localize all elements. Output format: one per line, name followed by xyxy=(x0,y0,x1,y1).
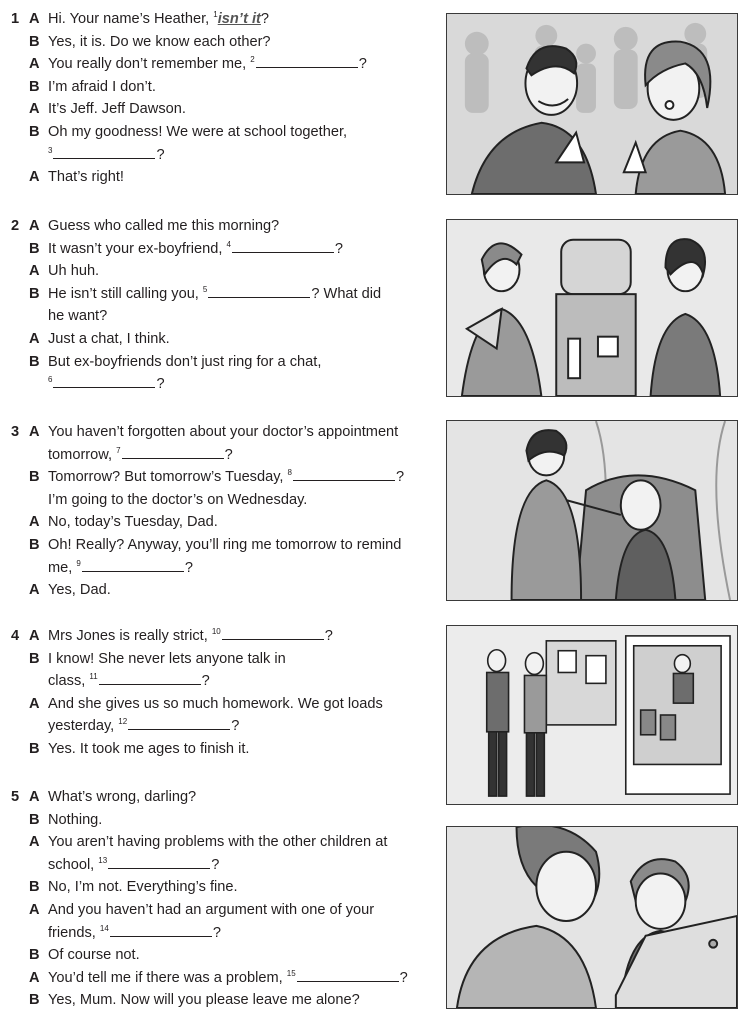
speaker-label: A xyxy=(29,218,40,234)
answer-blank[interactable] xyxy=(110,924,212,937)
line-text: No, I’m not. Everything’s fine. xyxy=(48,879,238,896)
dialogue-line xyxy=(0,899,440,922)
dialogue-text xyxy=(48,53,367,76)
dialogue-text xyxy=(48,809,102,832)
dialogue-line xyxy=(0,260,440,283)
speaker-label: B xyxy=(29,33,40,50)
dialogue-line xyxy=(0,922,440,945)
dialogue-text xyxy=(48,944,140,967)
dialogue-text xyxy=(48,421,398,444)
answer-blank[interactable] xyxy=(293,468,395,481)
dialogue-text xyxy=(48,166,124,189)
speaker-label: A xyxy=(29,789,40,805)
line-text-end: ? What did xyxy=(311,285,382,302)
gap-number: 8 xyxy=(287,468,292,478)
school-corridor-drawing xyxy=(447,626,737,804)
gap-number: 14 xyxy=(99,923,109,933)
gap-number: 10 xyxy=(211,627,221,636)
speaker-label: B xyxy=(29,947,40,964)
line-text-end: ? xyxy=(396,469,405,486)
dialogue-line xyxy=(0,670,440,693)
dialogue-text xyxy=(48,328,170,351)
dialogue-text xyxy=(48,444,233,467)
speaker-label: B xyxy=(29,469,40,486)
gap-number: 11 xyxy=(89,672,98,682)
line-text-end: ? xyxy=(358,56,367,73)
gap-number: 7 xyxy=(116,445,121,455)
line-text: Yes, it is. Do we know each other? xyxy=(48,33,271,50)
dialogue-line xyxy=(0,579,440,602)
gap-number: 3 xyxy=(48,145,53,155)
dialogue-text xyxy=(48,648,286,671)
speaker-label: B xyxy=(29,879,40,896)
line-text: me, xyxy=(48,559,77,576)
speaker-label: B xyxy=(29,240,40,257)
dialogue-text xyxy=(48,98,186,121)
dialogue-text xyxy=(48,557,193,580)
dialogue-line xyxy=(0,831,440,854)
line-text: Mrs Jones is really strict, xyxy=(48,628,212,644)
line-text: You haven’t forgotten about your doctor’s appointment xyxy=(48,424,399,440)
dialogue-line xyxy=(0,283,440,306)
dialogue-line xyxy=(0,809,440,832)
exercise-2 xyxy=(0,215,440,396)
dialogue-text xyxy=(48,625,333,648)
illustration-water-cooler xyxy=(446,219,738,397)
dialogue-line xyxy=(0,944,440,967)
dialogue-text xyxy=(48,144,165,167)
armchair-drawing xyxy=(447,421,737,600)
line-text: No, today’s Tuesday, Dad. xyxy=(48,514,218,531)
exercise-number: 4 xyxy=(11,628,20,644)
illustration-school-corridor xyxy=(446,625,738,805)
dialogue-text xyxy=(48,579,111,602)
line-text: Nothing. xyxy=(48,811,103,828)
line-text-end: ? xyxy=(231,718,240,735)
line-text: I know! She never lets anyone talk in xyxy=(48,650,286,667)
line-text: It’s Jeff. Jeff Dawson. xyxy=(48,101,186,118)
party-drawing xyxy=(447,14,737,194)
line-text: Yes. It took me ages to finish it. xyxy=(48,740,250,757)
illustration-laptop xyxy=(446,826,738,1009)
dialogue-line xyxy=(0,144,440,167)
gap-number: 15 xyxy=(286,968,296,978)
dialogue-line xyxy=(0,967,440,990)
speaker-label: B xyxy=(29,285,40,302)
dialogue-line xyxy=(0,166,440,189)
dialogue-line xyxy=(0,466,440,489)
exercise-number: 1 xyxy=(11,11,20,27)
dialogue-line xyxy=(0,625,440,648)
answer-blank[interactable] xyxy=(256,55,358,68)
gap-number: 2 xyxy=(250,55,255,65)
line-text: he want? xyxy=(48,308,108,325)
answer-blank[interactable] xyxy=(208,285,310,298)
line-text: Guess who called me this morning? xyxy=(48,218,280,234)
line-text: You’d tell me if there was a problem, xyxy=(48,969,287,986)
speaker-label: A xyxy=(29,263,40,280)
line-text: What’s wrong, darling? xyxy=(48,789,197,805)
speaker-label: B xyxy=(29,123,40,140)
speaker-label: A xyxy=(29,56,40,73)
dialogue-text xyxy=(48,76,156,99)
speaker-label: A xyxy=(29,101,40,118)
line-text: That’s right! xyxy=(48,169,124,186)
exercise-1 xyxy=(0,8,440,189)
dialogue-line xyxy=(0,534,440,557)
line-text: You really don’t remember me, xyxy=(48,56,251,73)
line-text: Yes, Dad. xyxy=(48,582,111,599)
dialogue-text xyxy=(48,351,321,374)
dialogue-text xyxy=(48,899,374,922)
gap-number: 12 xyxy=(118,717,128,727)
line-text-end: ? xyxy=(156,376,165,393)
speaker-label: B xyxy=(29,536,40,553)
dialogue-line xyxy=(0,693,440,716)
dialogue-line xyxy=(0,53,440,76)
gap-number: 6 xyxy=(48,375,53,385)
line-text: It wasn’t your ex-boyfriend, xyxy=(48,240,227,257)
speaker-label: A xyxy=(29,330,40,347)
dialogue-line xyxy=(0,31,440,54)
dialogue-text xyxy=(48,466,404,489)
dialogue-text xyxy=(48,511,218,534)
speaker-label: A xyxy=(29,901,40,918)
dialogue-line xyxy=(0,215,440,238)
dialogue-line xyxy=(0,489,440,512)
dialogue-line xyxy=(0,738,440,761)
dialogue-line xyxy=(0,876,440,899)
line-text: Oh my goodness! We were at school together, xyxy=(48,123,348,140)
speaker-label: A xyxy=(29,424,40,440)
dialogue-text xyxy=(48,670,210,693)
line-text-end: ? xyxy=(260,11,270,27)
line-text-end: ? xyxy=(211,856,220,873)
dialogue-line xyxy=(0,648,440,671)
line-text: yesterday, xyxy=(48,718,119,735)
speaker-label: A xyxy=(29,582,40,599)
speaker-label: A xyxy=(29,11,40,27)
dialogue-text xyxy=(48,693,383,716)
gap-number: 1 xyxy=(213,10,218,19)
exercise-3 xyxy=(0,421,440,602)
speaker-label: B xyxy=(29,650,40,667)
answer-blank[interactable] xyxy=(297,969,399,982)
exercise-number: 5 xyxy=(11,789,20,805)
answer-blank[interactable] xyxy=(122,446,224,459)
speaker-label: B xyxy=(29,740,40,757)
dialogue-text xyxy=(48,215,279,238)
dialogue-line xyxy=(0,8,440,31)
gap-number: 9 xyxy=(76,558,81,568)
speaker-label: A xyxy=(29,834,40,851)
answer-blank[interactable] xyxy=(108,856,210,869)
line-text-end: ? xyxy=(212,924,221,941)
dialogue-text xyxy=(48,831,387,854)
line-text-end: ? xyxy=(399,969,408,986)
line-text-end: ? xyxy=(184,559,193,576)
dialogue-text xyxy=(48,715,239,738)
dialogue-text xyxy=(48,373,165,396)
dialogue-line xyxy=(0,786,440,809)
line-text: friends, xyxy=(48,924,100,941)
dialogue-line xyxy=(0,854,440,877)
exercise-number: 3 xyxy=(11,424,20,440)
gap-number: 13 xyxy=(98,855,108,865)
line-text: Tomorrow? But tomorrow’s Tuesday, xyxy=(48,469,288,486)
dialogue-line xyxy=(0,351,440,374)
dialogue-line xyxy=(0,557,440,580)
illustration-party xyxy=(446,13,738,195)
dialogue-text xyxy=(48,534,401,557)
line-text-end: ? xyxy=(334,240,344,257)
answer-blank[interactable] xyxy=(53,375,155,388)
dialogue-text xyxy=(48,738,249,761)
answer-blank[interactable] xyxy=(99,672,201,685)
dialogue-text xyxy=(48,989,360,1012)
water-cooler-drawing xyxy=(447,220,737,396)
line-text: school, xyxy=(48,856,99,873)
dialogue-text xyxy=(48,854,219,877)
line-text: Of course not. xyxy=(48,947,140,964)
line-text: Just a chat, I think. xyxy=(48,330,170,347)
speaker-label: B xyxy=(29,992,40,1009)
line-text: tomorrow, xyxy=(48,446,117,463)
speaker-label: A xyxy=(29,169,40,186)
dialogue-text xyxy=(48,283,381,306)
line-text: I’m going to the doctor’s on Wednesday. xyxy=(48,491,308,508)
dialogue-line xyxy=(0,715,440,738)
dialogue-line xyxy=(0,76,440,99)
answer-blank[interactable] xyxy=(53,146,155,159)
exercise-number: 2 xyxy=(11,218,20,234)
dialogue-text xyxy=(48,786,196,809)
dialogue-text xyxy=(48,922,221,945)
answer-blank[interactable] xyxy=(222,627,324,640)
line-text: But ex-boyfriends don’t just ring for a chat, xyxy=(48,353,322,370)
dialogue-line xyxy=(0,989,440,1012)
dialogue-line xyxy=(0,328,440,351)
gap-number: 4 xyxy=(226,239,231,249)
dialogue-text xyxy=(48,8,269,31)
exercise-4 xyxy=(0,625,440,761)
line-text: Yes, Mum. Now will you please leave me alone? xyxy=(48,992,360,1009)
answer-blank[interactable] xyxy=(82,559,184,572)
line-text-end: ? xyxy=(224,446,233,463)
line-text: class, xyxy=(48,673,90,690)
line-text: Oh! Really? Anyway, you’ll ring me tomorrow to remind xyxy=(48,536,402,553)
speaker-label: A xyxy=(29,695,40,712)
dialogue-text xyxy=(48,876,238,899)
dialogue-line xyxy=(0,421,440,444)
dialogue-line xyxy=(0,511,440,534)
answer-blank[interactable] xyxy=(128,717,230,730)
line-text: Hi. Your name’s Heather, xyxy=(48,11,214,27)
illustration-armchair xyxy=(446,420,738,601)
speaker-label: A xyxy=(29,514,40,531)
speaker-label: A xyxy=(29,628,40,644)
gap-number: 5 xyxy=(202,284,208,294)
line-text: Uh huh. xyxy=(48,263,100,280)
dialogue-line xyxy=(0,121,440,144)
speaker-label: B xyxy=(29,353,40,370)
dialogue-text xyxy=(48,31,271,54)
dialogue-line xyxy=(0,305,440,328)
line-text-end: ? xyxy=(324,628,333,644)
example-answer: isn’t it xyxy=(217,11,261,27)
dialogue-line xyxy=(0,238,440,261)
dialogue-text xyxy=(48,121,347,144)
dialogue-text xyxy=(48,489,307,512)
dialogue-text xyxy=(48,967,408,990)
line-text-end: ? xyxy=(201,673,210,690)
laptop-drawing xyxy=(447,827,737,1008)
line-text: He isn’t still calling you, xyxy=(48,285,203,302)
dialogue-line xyxy=(0,373,440,396)
dialogue-text xyxy=(48,260,99,283)
dialogue-line xyxy=(0,444,440,467)
answer-blank[interactable] xyxy=(232,240,334,253)
dialogue-text xyxy=(48,238,343,261)
line-text: I’m afraid I don’t. xyxy=(48,78,156,95)
exercise-5 xyxy=(0,786,440,1012)
line-text: And you haven’t had an argument with one of your xyxy=(48,901,375,918)
speaker-label: B xyxy=(29,811,40,828)
line-text-end: ? xyxy=(156,146,165,163)
line-text: And she gives us so much homework. We got loads xyxy=(48,695,383,712)
dialogue-line xyxy=(0,98,440,121)
speaker-label: A xyxy=(29,969,40,986)
dialogue-text xyxy=(48,305,107,328)
line-text: You aren’t having problems with the other children at xyxy=(48,834,388,851)
speaker-label: B xyxy=(29,78,40,95)
